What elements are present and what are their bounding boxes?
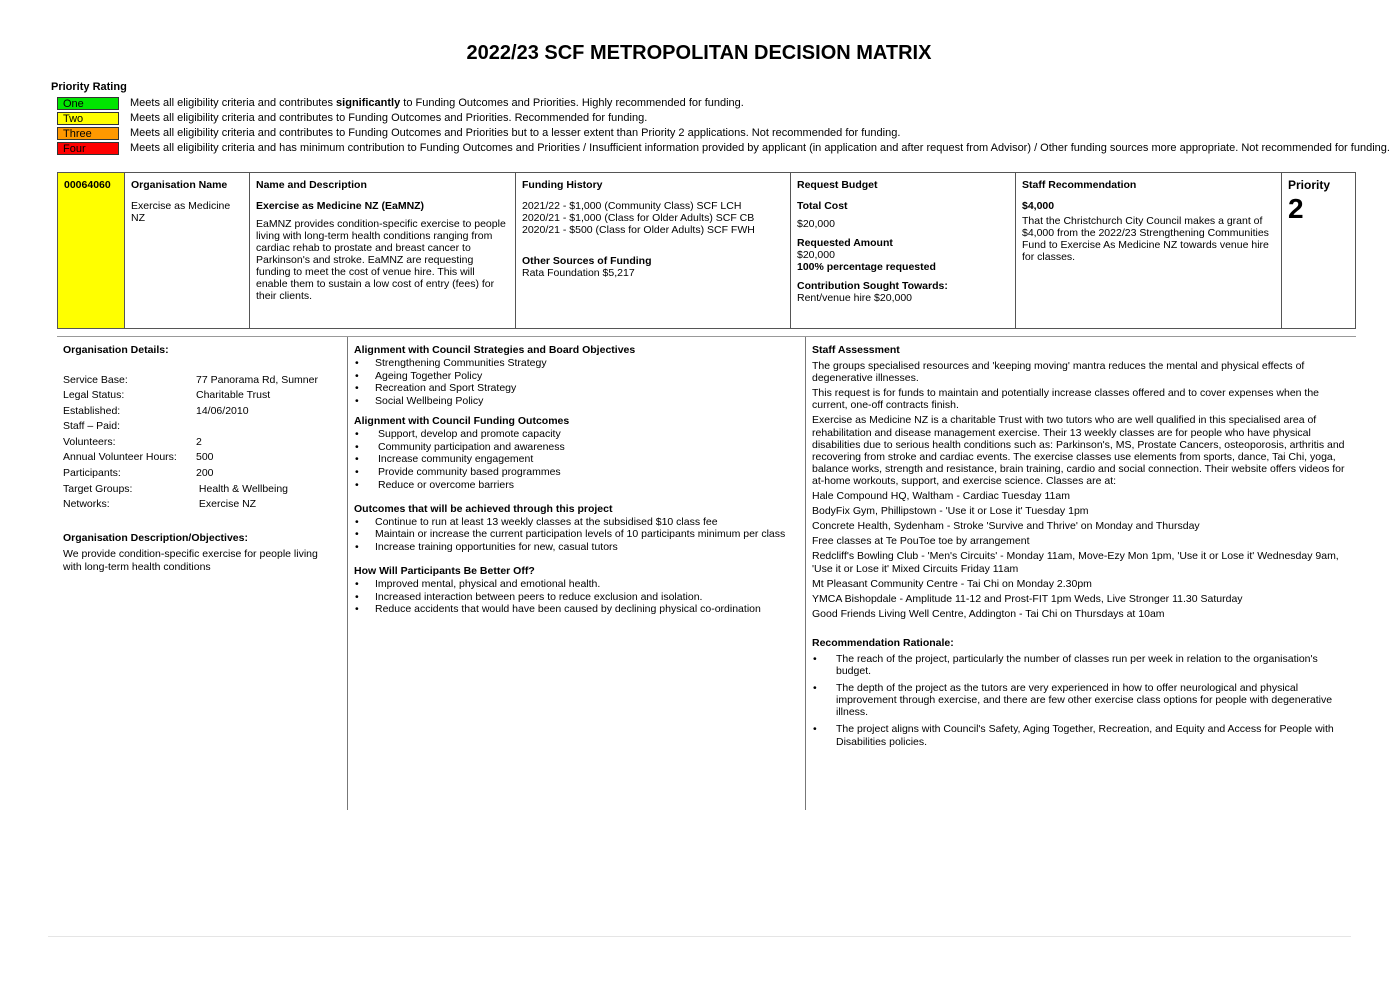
assessment-paragraph: The groups specialised resources and 'keeping moving' mantra reduces the mental and physical effects of degenerative illnesses. xyxy=(812,360,1305,385)
list-item: • Improved mental, physical and emotional health. xyxy=(354,578,802,591)
priority-description: Meets all eligibility criteria and contributes to Funding Outcomes and Priorities but to a lesser extent than Priority 2 applications. Not recommended for funding. xyxy=(130,127,901,139)
name-description-heading: Name and Description xyxy=(256,179,367,191)
organisation-name: Exercise as Medicine NZ xyxy=(131,200,231,224)
column-divider xyxy=(347,337,348,810)
project-description: EaMNZ provides condition-specific exercise to people living with long-term health conditions ranging from cardiac rehab to prostate and breast cancer to Parkinson's and stroke. EaMNZ are requesting funding to meet the cost of venue hire. This will enable them to sustain a low cost of entry (fees) for their clients. xyxy=(256,218,506,302)
funding-outcomes-heading: Alignment with Council Funding Outcomes xyxy=(354,414,570,427)
other-sources: Rata Foundation $5,217 xyxy=(522,267,635,279)
detail-row: Established: 14/06/2010 xyxy=(63,404,249,417)
staff-assessment-heading: Staff Assessment xyxy=(812,344,900,356)
list-item: • Increased interaction between peers to reduce exclusion and isolation. xyxy=(354,591,802,604)
priority-description: Meets all eligibility criteria and contributes to Funding Outcomes and Priorities. Recommended for funding. xyxy=(130,112,648,124)
list-item: • Support, develop and promote capacity xyxy=(354,428,802,441)
detail-row: Legal Status: Charitable Trust xyxy=(63,389,271,402)
alignment-section xyxy=(354,337,802,810)
request-budget-cell xyxy=(791,173,1016,328)
organisation-description: We provide condition-specific exercise for people living with long-term health conditions xyxy=(63,548,318,573)
project-name: Exercise as Medicine NZ (EaMNZ) xyxy=(256,200,425,212)
organisation-description-heading: Organisation Description/Objectives: xyxy=(63,531,248,544)
list-item: • The depth of the project as the tutors are very experienced in how to offer neurological and physical improvement through exercise, and there are few other exercise class options for people with degenerative illness. xyxy=(812,682,1352,718)
funding-history-cell xyxy=(516,173,791,328)
name-description-cell xyxy=(250,173,516,328)
organisation-name-cell xyxy=(125,173,250,328)
priority-rating-heading: Priority Rating xyxy=(51,81,127,93)
recommendation-text: That the Christchurch City Council makes a grant of $4,000 from the 2022/23 Strengthening Communities Fund to Exercise As Medicine NZ towards venue hire for classes. xyxy=(1022,215,1269,263)
total-cost: $20,000 xyxy=(797,218,835,230)
contribution-heading: Contribution Sought Towards: xyxy=(797,280,948,292)
list-item: • Increase training opportunities for new, casual tutors xyxy=(354,541,802,554)
rationale-heading: Recommendation Rationale: xyxy=(812,636,954,649)
organisation-details-heading: Organisation Details: xyxy=(63,344,169,356)
list-item: • Increase community engagement xyxy=(354,453,802,466)
funding-history-item: 2020/21 - $500 (Class for Older Adults) SCF FWH xyxy=(522,224,755,236)
priority-value: 2 xyxy=(1288,193,1304,224)
decision-matrix-table xyxy=(57,172,1356,329)
priority-cell xyxy=(1282,173,1355,328)
application-id-cell xyxy=(58,173,125,328)
other-sources-heading: Other Sources of Funding xyxy=(522,255,652,267)
organisation-details-section xyxy=(63,337,343,810)
priority-legend-row xyxy=(57,112,1357,127)
assessment-paragraph: This request is for funds to maintain and potentially increase classes offered and to cover expenses when the current, one-off contracts finish. xyxy=(812,387,1320,412)
detail-row: Volunteers: 2 xyxy=(63,435,202,448)
priority-description: Meets all eligibility criteria and contributes significantly to Funding Outcomes and Priorities. Highly recommended for funding. xyxy=(130,97,744,109)
recommended-amount: $4,000 xyxy=(1022,200,1055,212)
class-location: Redcliff's Bowling Club - 'Men's Circuits' - Monday 11am, Move-Ezy Mon 1pm, 'Use it or Lose it' Wednesday 9am, 'Use it or Lose it' Mixed Circuits Friday 11am xyxy=(812,550,1339,575)
class-location: Hale Compound HQ, Waltham - Cardiac Tuesday 11am xyxy=(812,490,1070,503)
application-id: 00064060 xyxy=(64,179,111,191)
priority-swatch: Four xyxy=(57,142,119,155)
list-item: • Strengthening Communities Strategy xyxy=(354,357,802,370)
list-item: • Provide community based programmes xyxy=(354,466,802,479)
detail-row: Service Base: 77 Panorama Rd, Sumner xyxy=(63,373,318,386)
funding-history-heading: Funding History xyxy=(522,179,603,191)
detail-row: Annual Volunteer Hours: 500 xyxy=(63,451,214,464)
staff-recommendation-cell xyxy=(1016,173,1282,328)
funding-history-item: 2021/22 - $1,000 (Community Class) SCF LCH xyxy=(522,200,742,212)
list-item: • Social Wellbeing Policy xyxy=(354,395,802,408)
detail-row: Networks: Exercise NZ xyxy=(63,498,257,511)
priority-swatch: One xyxy=(57,97,119,110)
staff-recommendation-heading: Staff Recommendation xyxy=(1022,179,1137,191)
request-budget-heading: Request Budget xyxy=(797,179,878,191)
better-off-heading: How Will Participants Be Better Off? xyxy=(354,564,535,577)
list-item: • Maintain or increase the current participation levels of 10 participants minimum per class xyxy=(354,528,802,541)
organisation-name-heading: Organisation Name xyxy=(131,179,228,191)
class-location: BodyFix Gym, Phillipstown - 'Use it or Lose it' Tuesday 1pm xyxy=(812,505,1089,518)
footer-rule xyxy=(48,936,1351,937)
class-location: Mt Pleasant Community Centre - Tai Chi on Monday 2.30pm xyxy=(812,577,1092,590)
contribution: Rent/venue hire $20,000 xyxy=(797,292,913,304)
detail-row: Participants: 200 xyxy=(63,467,214,480)
strategies-heading: Alignment with Council Strategies and Board Objectives xyxy=(354,344,636,356)
priority-description: Meets all eligibility criteria and has minimum contribution to Funding Outcomes and Priorities / Insufficient information provided by applicant (in application and after request from Advisor) / Other funding sources more appropriate. Not recommended for funding. xyxy=(130,142,1390,154)
priority-swatch: Two xyxy=(57,112,119,125)
class-location: Free classes at Te PouToe toe by arrangement xyxy=(812,535,1030,548)
class-location: YMCA Bishopdale - Amplitude 11-12 and Prost-FIT 1pm Weds, Live Stronger 11.30 Saturday xyxy=(812,592,1243,605)
class-location: Concrete Health, Sydenham - Stroke 'Survive and Thrive' on Monday and Thursday xyxy=(812,520,1200,533)
column-divider xyxy=(805,337,806,810)
priority-swatch: Three xyxy=(57,127,119,140)
staff-assessment-section xyxy=(812,337,1352,810)
list-item: • Continue to run at least 13 weekly classes at the subsidised $10 class fee xyxy=(354,516,802,529)
list-item: • Community participation and awareness xyxy=(354,441,802,454)
list-item: • Reduce accidents that would have been caused by declining physical co-ordination xyxy=(354,603,802,616)
assessment-paragraph: Exercise as Medicine NZ is a charitable Trust with two tutors who are well qualified in this specialised area of rehabilitation and disease management exercise. Their 13 weekly classes are for people who have physical disabilities due to serious health conditions such as: Parkinson's, MS, Prostate Cancers, osteoporosis, arthritis and recovering from stroke and cardiac events. The exercise classes use elements from sports, dance, Tai Chi, yoga, balance works, strength and resistance, brain training, cardio and social connection. Their website offers videos for at-home workouts, support, and exercise science. Classes are at: xyxy=(812,414,1345,487)
priority-legend-row xyxy=(57,142,1390,157)
project-outcomes-heading: Outcomes that will be achieved through this project xyxy=(354,502,613,515)
detail-row: Staff – Paid: xyxy=(63,420,121,433)
total-cost-heading: Total Cost xyxy=(797,200,848,212)
list-item: • The reach of the project, particularly the number of classes run per week in relation to the organisation's budget. xyxy=(812,653,1352,677)
list-item: • Recreation and Sport Strategy xyxy=(354,382,802,395)
funding-history-item: 2020/21 - $1,000 (Class for Older Adults) SCF CB xyxy=(522,212,755,224)
requested-amount-heading: Requested Amount xyxy=(797,237,893,249)
priority-legend-row xyxy=(57,97,1357,112)
priority-heading: Priority xyxy=(1288,178,1331,192)
page-title: 2022/23 SCF METROPOLITAN DECISION MATRIX xyxy=(466,42,932,64)
detail-row: Target Groups: Health & Wellbeing xyxy=(63,482,289,495)
requested-amount: $20,000 xyxy=(797,249,835,261)
list-item: • Ageing Together Policy xyxy=(354,370,802,383)
list-item: • The project aligns with Council's Safety, Aging Together, Recreation, and Equity and Access for People with Disabilities policies. xyxy=(812,723,1352,747)
percentage-requested: 100% percentage requested xyxy=(797,261,936,273)
list-item: • Reduce or overcome barriers xyxy=(354,479,802,492)
class-location: Good Friends Living Well Centre, Addington - Tai Chi on Thursdays at 10am xyxy=(812,607,1165,620)
priority-legend-row xyxy=(57,127,1357,142)
